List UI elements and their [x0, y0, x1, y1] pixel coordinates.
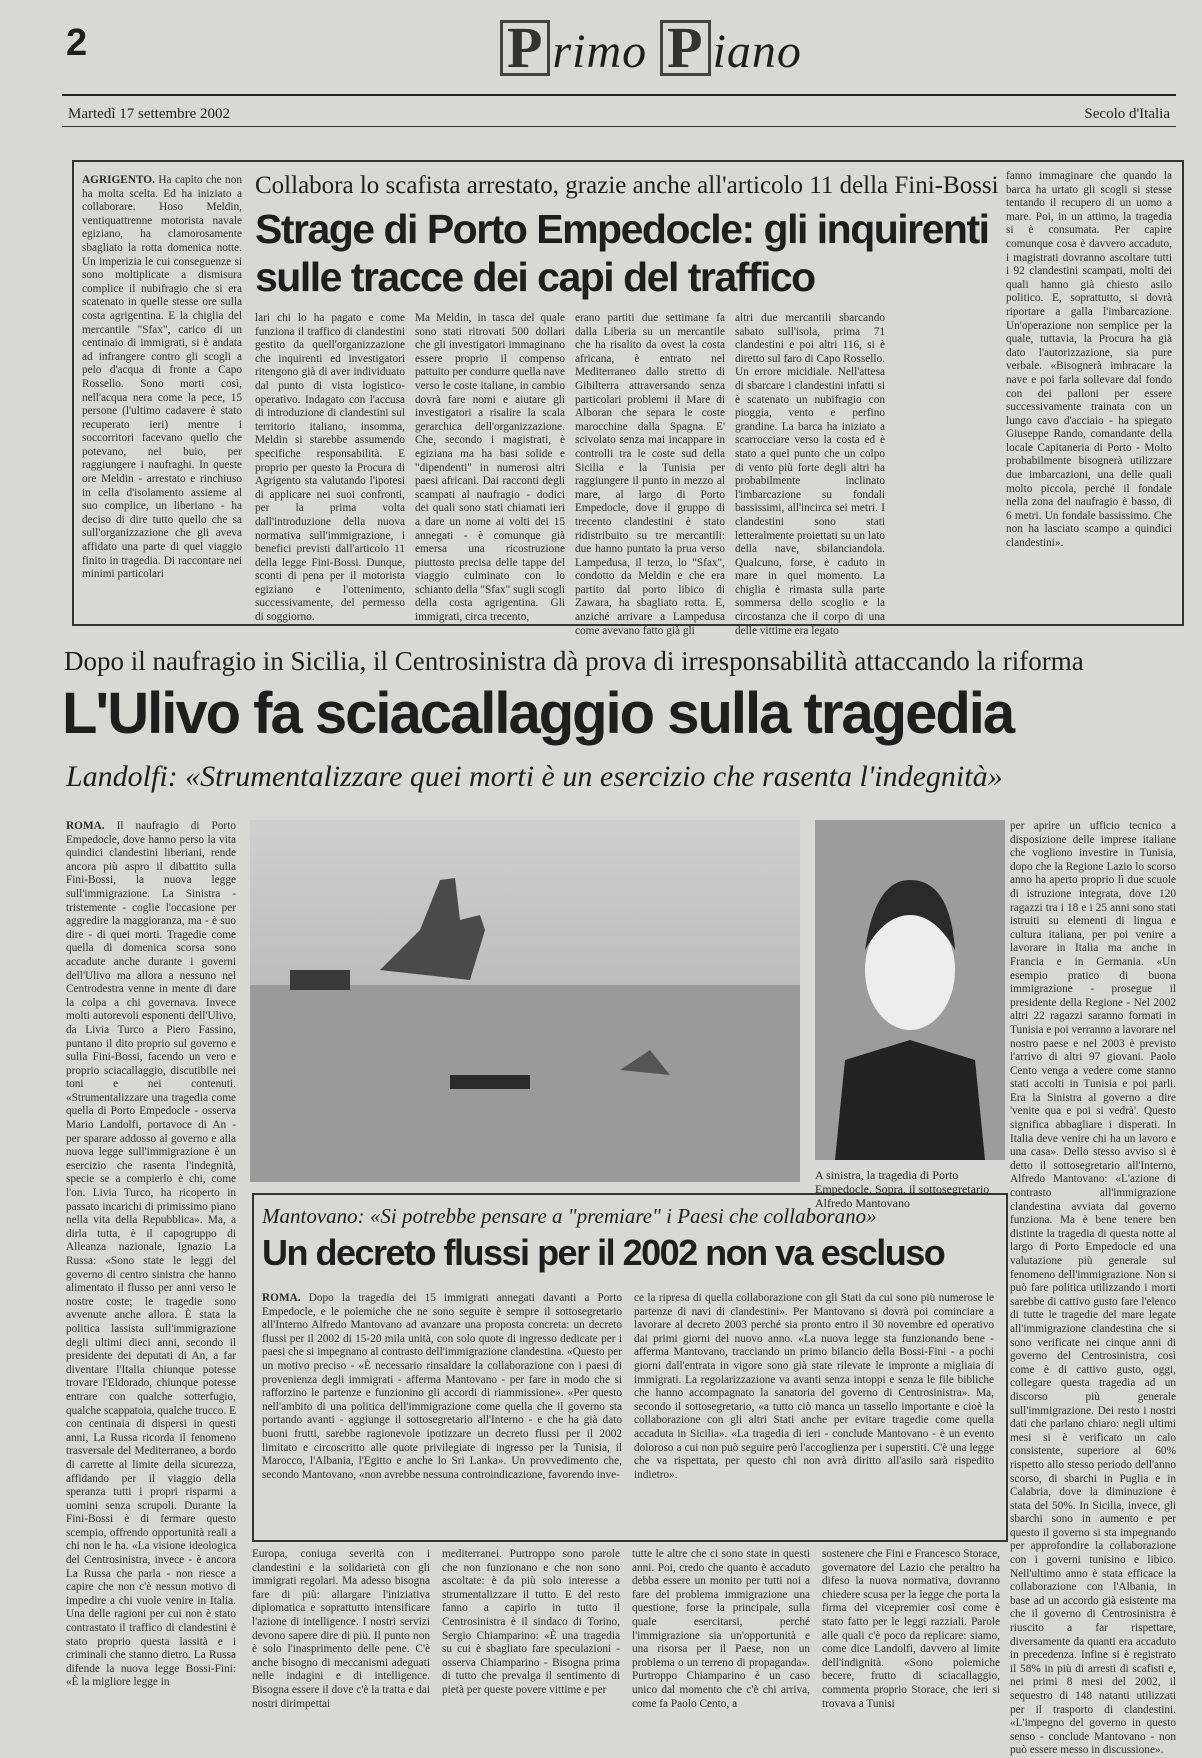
article2-dateline: ROMA. — [66, 820, 105, 832]
article1-kicker: Collabora lo scafista arrestato, grazie anche all'articolo 11 della Fini-Bossi — [255, 172, 999, 199]
shipwreck-scene — [250, 820, 800, 1182]
article1-col1-text: Ha capito che non ha molta scelta. Ed ha iniziato a collaborare. Hoso Meldin, ventiquattrenne motorista navale egiziano, ha clamorosamente sbagliato la rotta domenica notte. Un imperizia le cui conseguenze si sono moltiplicate a dismisura complice il nubifragio che si era scatenato in quelle stesse ore sulla costa agrigentina. E la chiglia del mercantile "Sfax", carico di un centinaio di immigrati, si è andata ad infrangere contro gli scogli a pelo d'acqua di fronte a Capo Rossello. Sono morti così, nell'acqua nera come la pece, 15 persone (l'ultimo cadavere è stato recuperato ieri) mentre i soccorritori facevano quello che potevano, nel buio, per raggiungere i naufraghi. In queste ore Meldin - arrestato e rinchiuso in cella d'isolamento assieme al suo complice, un liberiano - ha deciso di dire tutto quello che sa sull'organizzazione che gli aveva affidato una parte di quel viaggio finito in tragedia. Di raccontare nei minimi particolari — [82, 174, 242, 581]
article2-col1-text: Il naufragio di Porto Empedocle, dove hanno perso la vita quindici clandestini liberiani, rende ancora più aspro il dibattito sulla Fini-Bossi, la nuova legge sull'immigrazione. La Sinistra - tristemente - coglie l'occasione per aggredire la maggioranza, ma - è suo dire - di quei morti. Tragedie come quella di domenica scorsa sono accadute anche durante i governi dell'Ulivo ma allora a nessuno nel Centrodestra venne in mente di dare la colpa a chi governava. Invece molti autorevoli esponenti dell'Ulivo, da Livia Turco a Piero Fassino, puntano il dito proprio sul governo e sulla Fini-Bossi, facendo un vero e proprio sciacallaggio, discutibile nei toni e nei contenuti. «Strumentalizzare una tragedia come quella di Porto Empedocle - osserva Mario Landolfi, portavoce di An - per sparare addosso al governo e alla nuova legge sull'immigrazione è un esercizio che rasenta l'indegnità, specie se a compierlo è chi, come l'on. Livia Turco, ha ricoperto in passato incarichi di primissimo piano nella vita della Repubblica». Ma, a dirla tutta, è il capogruppo di Alleanza nazionale, Ignazio La Russa: «Sono state le leggi del governo di centro sinistra che hanno alimentato il flusso per anni verso le nostre coste; le tragedie sono avvenute anche allora. È stata la politica lassista sull'immigrazione degli ultimi dieci anni, secondo il presidente dei deputati di An, a far diventare l'Italia chiunque potesse trovare l'Eldorado, chiunque potesse entrare con qualche sotterfugio, qualche scappatoia, qualche trucco. E con centinaia di dispersi in questi anni, La Russa ricorda il fenomeno trasversale del Mediterraneo, a bordo di carrette al limite della sicurezza, affidando per il viaggio della speranza tutti i propri risparmi a uomini senza scrupoli. Durante la Fini-Bossi è di fermare questo scempio, offrendo opportunità reali a chi non le ha. «La visione ideologica del Centrosinistra, invece - è ancora La Russa che parla - non riesce a capire che non c'è nessun motivo di impedire a chi vuole venire in Italia. Una delle ragioni per cui non è stato contrastato il traffico di clandestini è stato proprio questa lassità e i criminali che stanno dietro. La Russa difende la nuova legge Bossi-Fini: «È la migliore legge in — [66, 820, 236, 1689]
article2-bottom-col2: mediterranei. Purtroppo sono parole che non funzionano e che non sono ascoltate: è da più solo interesse a strumentalizzare il tutto. E del resto fanno a capirlo in tutto il Centrosinistra è il sindaco di Torino, Sergio Chiamparino: «È una tragedia su cui è sbagliato fare speculazioni - osserva Chiamparino - Bisogna prima di tutto che prevalga il sentimento di pietà per queste povere vittime e per — [442, 1548, 620, 1696]
portrait — [815, 820, 1005, 1160]
article3-kicker: Mantovano: «Si potrebbe pensare a "premiare" i Paesi che collaborano» — [262, 1204, 877, 1228]
photo-caption: A sinistra, la tragedia di Porto Empedocle. Sopra, il sottosegretario Alfredo Mantovano — [815, 1168, 990, 1210]
article1-col3: Ma Meldin, in tasca del quale sono stati ritrovati 500 dollari che gli investigatori immaginano essere proprio il compenso pattuito per condurre quella nave verso le coste italiane, in cambio dovrà fare nomi e aiutare gli investigatori a risalire la scala gerarchica dell'organizzazione. Che, secondo i magistrati, è egiziana ma ha basi solide e "dipendenti" in numerosi altri paesi africani. Dai racconti degli scampati al naufragio - dodici dei quali sono stati chiamati ieri a dare un nome ai volti dei 15 annegati - è comunque già emersa una ricostruzione piuttosto precisa delle tappe del viaggio culminato con lo schianto della "Sfax" sugli scogli della costa agrigentina. Gli immigrati, circa trecento, — [415, 312, 565, 624]
article2-bottom-col1: Europa, coniuga severità con i clandestini e la solidarietà con gli immigrati regolari. Ma adesso bisogna fare di più: allargare l'iniziativa diplomatica e soprattutto intensificare l'azione di intelligence. I nostri servizi devono sapere dire di più. Il punto non è solo l'inasprimento delle pene. C'è anche bisogno di meccanismi adeguati nelle indagini e di intelligence. Bisogna essere il dove c'è la tratta e dai nostri dirimpettai — [252, 1548, 430, 1710]
article2-bottom-col4: sostenere che Fini e Francesco Storace, governatore del Lazio che peraltro ha difeso la nuova normativa, dovranno chiedere scusa per la legge che porta la firma del vicepremier così come è stato fatto per le leggi razziali. Parole alle quali c'è poco da replicare: siamo, come dice Landolfi, davvero al limite dell'indignità. «Sono polemiche becere, frutto di sciacallaggio, commenta proprio Storace, che ieri si trovava a Tunisi — [822, 1548, 1000, 1710]
article1-col1 — [82, 174, 242, 614]
header-rule-bottom — [62, 126, 1176, 127]
article2-headline: L'Ulivo fa sciacallaggio sulla tragedia — [62, 681, 1014, 746]
article2-subhead: Landolfi: «Strumentalizzare quei morti è un esercizio che rasenta l'indegnità» — [66, 760, 1003, 793]
issue-date: Martedì 17 settembre 2002 — [68, 106, 231, 122]
article2-col-right: per aprire un ufficio tecnico a disposizione delle imprese italiane che vogliono investire in Tunisia, dopo che la Regione Lazio lo scorso anno ha aperto proprio lì due scuole di istruzione integrata, dove 120 ragazzi tra i 18 e i 25 anni sono stati istruiti su elementi di lingua e cultura italiana, per poi venire a lavorare in Italia ma anche in Francia e in Germania. «Un esempio pratico di buona immigrazione - prosegue il presidente della Regione - Nel 2002 altri 22 ragazzi saranno formati in Tunisia e poi verranno a lavorare nel nostro paese e nel 2003 è previsto l'arrivo di altri 97 giovani. Paolo Cento venga a vedere come stanno stati accolti in Tunisia e poi parli. Era la Sinistra al governo a dire 'venite qua e poi si vedrà'. Questo significa abbagliare i disperati. In Italia deve venire chi ha un lavoro e una casa». Dello stesso avviso si è detto il sottosegretario all'Interno, Alfredo Mantovano: «L'azione di contrasto all'immigrazione clandestina avviata dal governo funziona. Ma è bene tenere ben distinte la tragedia di questa notte al largo di Porto Empedocle ed una valutazione più generale sul fenomeno dell'immigrazione. Non si può fare politica utilizzando i morti sarebbe di cattivo gusto fare l'elenco di tutte le tragedie del mare legate all'immigrazione clandestina che si sono verificate nei cinque anni di governo del Centrosinistra, così come è di cattivo gusto, oggi, collegare questa tragedia ad un discorso più generale sull'immigrazione. Dei resto i nostri dati che parlano chiaro: negli ultimi mesi si è verificato un calo consistente, superiore al 60% rispetto allo stesso periodo dell'anno scorso, di sbarchi in Puglia e in Calabria, dove la diminuzione è stata del 50%. In Sicilia, invece, gli sbarchi sono in aumento e per questo il governo si sta impegnando per approfondire la collaborazione con i governi tunisino e libico. Nell'ultimo anno è stata efficace la collaborazione con l'Albania, in base ad un accordo già esistente ma che il governo di Centrosinistra è riuscito a far rispettare, diversamente da quanti era accaduto in precedenza. Infine si è registrato il 58% in più di arresti di scafisti e, nei primi 8 mesi del 2002, il sequestro di 148 natanti utilizzati per il trasporto di clandestini. «L'impegno del governo in questo senso - conclude Mantovano - non può essere messo in discussione». — [1010, 820, 1176, 1757]
article3-col2: ce la ripresa di quella collaborazione con gli Stati da cui sono più numerose le partenze di navi di clandestini». Per Mantovano si dovrà poi cominciare a lavorare al decreto 2003 perché sia pronto entro il 30 novembre ed operativo dai primi giorni del nuovo anno. «La nuova legge sta funzionando bene - afferma Mantovano, tracciando un primo bilancio della Bossi-Fini - a pochi giorni dall'entrata in vigore sono già state rilevate le impronte a migliaia di immigrati. La regolarizzazione va avanti senza intoppi e senza le file bibliche che hanno accompagnato la sanatoria del governo di Centrosinistra». Ma, secondo il sottosegretario, «a tutto ciò manca un tassello importante e cioè la collaborazione con gli altri Stati anche per evitare tragedie come quella accaduta in Sicilia». «La tragedia di ieri - conclude Mantovano - è un evento doloroso a cui non può seguire però l'accoglienza per i superstiti. C'è una legge che va rispettata, per questo chi non avrà diritto all'asilo sarà rispedito indietro». — [634, 1292, 994, 1481]
page-number: 2 — [66, 22, 88, 64]
section-rest-1: rimo — [552, 25, 648, 78]
section-cap-2: P — [660, 20, 710, 76]
section-title — [500, 15, 802, 80]
article3-headline: Un decreto flussi per il 2002 non va escluso — [262, 1232, 945, 1273]
article3-dateline: ROMA. — [262, 1292, 301, 1304]
article1-headline-line2: sulle tracce dei capi del traffico — [255, 254, 815, 300]
photo-mantovano — [815, 820, 1005, 1160]
article2-col1 — [66, 820, 236, 1740]
photo-shipwreck — [250, 820, 800, 1182]
article1-headline — [255, 205, 989, 301]
article3-col1 — [262, 1292, 622, 1530]
article1-col5: altri due mercantili sbarcando sabato sull'isola, prima 71 clandestini e poi altri 116, si è diretto sul faro di Capo Rossello. Un errore micidiale. Nell'attesa di sbarcare i clandestini infatti si è scatenato un nubifragio con pioggia, vento e perfino grandine. La barca ha iniziato a scarrocciare verso la costa ed è stato a quel punto che un colpo di vento più forte degli altri ha probabilmente inclinato l'imbarcazione su fondali bassissimi, all'incirca sei metri. I clandestini sono stati letteralmente proiettati su un lato della nave, sbilanciandola. Qualcuno, forse, è caduto in mare in quel momento. La chiglia è rimasta sulla parte sommersa dello scoglio e la circostanza che il corpo di una delle vittime era legato — [735, 312, 885, 637]
article2-kicker: Dopo il naufragio in Sicilia, il Centrosinistra dà prova di irresponsabilità attaccando la riforma — [64, 646, 1084, 676]
header-rule — [62, 94, 1176, 96]
newspaper-name: Secolo d'Italia — [1084, 106, 1170, 122]
article2-bottom-col3: tutte le altre che ci sono state in questi anni. Poi, credo che quanto è accaduto debba essere un monito per tutti noi a fare del problema immigrazione una questione, forse la principale, sulla quale esercitarsi, perché l'immigrazione sia un'opportunità e una risorsa per il Paese, non un problema o un terreno di propaganda». Purtroppo Chiamparino è un caso unico dal momento che c'è chi arriva, come fa Paolo Cento, a — [632, 1548, 810, 1710]
section-rest-2: iano — [712, 25, 802, 78]
article1-dateline: AGRIGENTO. — [82, 174, 155, 186]
article1-col6: fanno immaginare che quando la barca ha urtato gli scogli si stesse tentando il recupero di un uomo a mare. Poi, in un attimo, la tragedia si è consumata. Per capire comunque cosa è davvero accaduto, i magistrati dovranno ascoltare tutti i 92 clandestini scampati, molti dei quali hanno già chiesto asilo politico. E, soprattutto, si dovrà riportare a galla l'imbarcazione. Un'operazione non semplice per la quale, tuttavia, la Procura ha già dato l'autorizzazione, sia pure verbale. «Bisognerà imbracare la nave e poi farla sollevare dal fondo con dei palloni per essere successivamente trainata con un lungo cavo d'acciaio - ha spiegato Giuseppe Rando, comandante della locale Capitaneria di Porto - Molto probabilmente bisognerà utilizzare due imbarcazioni, una delle quali molto piccola, perché il fondale nella zona del naufragio è basso, di 6 metri. Un fondale bassissimo. Che non ha lasciato scampo a quindici clandestini». — [1006, 170, 1172, 550]
section-cap-1: P — [500, 20, 550, 76]
article1-col2: lari chi lo ha pagato e come funziona il traffico di clandestini gestito da quell'organizzazione che inquirenti ed investigatori ritengono già di aver individuato dal punto di vista logistico-operativo. Indagato con l'accusa di introduzione di clandestini sul territorio italiano, insomma, Meldin si starebbe assumendo specifiche responsabilità. E proprio per questo la Procura di Agrigento sta valutando l'ipotesi di applicare nei suoi confronti, per la prima volta dall'introduzione della nuova normativa sull'immigrazione, i benefici previsti dall'articolo 11 della legge Fini-Bossi. Dunque, sconti di pena per il motorista egiziano e l'ottenimento, successivamente, del permesso di soggiorno. — [255, 312, 405, 624]
article1-col4: erano partiti due settimane fa dalla Liberia su un mercantile che ha risalito da ovest la costa africana, è entrato nel Mediterraneo dallo stretto di Gibilterra attraversando senza particolari problemi il Mare di Alboran che separa le coste marocchine dalla Spagna. E' scivolato senza mai incappare in controlli tra le coste sud della Sicilia e la Tunisia per raggiungere il punto in mezzo al mare, al largo di Porto Empedocle, dove il gruppo di trecento clandestini è stato ridistribuito su tre mercantili: due hanno puntato la prua verso Lampedusa, il terzo, lo "Sfax", condotto da Meldin e che era partito dal porto libico di Zawara, ha sbagliato rotta. E, anziché arrivare a Lampedusa come avevano fatto già gli — [575, 312, 725, 637]
article1-headline-line1: Strage di Porto Empedocle: gli inquirenti — [255, 206, 989, 252]
article3-col1-text: Dopo la tragedia dei 15 immigrati annegati davanti a Porto Empedocle, e le polemiche che ne sono seguite è sempre il sottosegretario all'Interno Alfredo Mantovano ad avanzare una proposta concreta: un decreto flussi per il 2002 di 15-20 mila unità, con solo quote di ingresso dedicate per i paesi che si impegnano al contrasto dell'immigrazione clandestina. «Questo per un motivo preciso - «È necessario rinsaldare la collaborazione con i paesi di provenienza degli immigrati - afferma Mantovano - per fare in modo che si rafforzino le partenze e funzionino gli accordi di riammissione». «Per questo nell'ambito di una politica dell'immigrazione come quella che il governo sta portando avanti - aggiunge il sottosegretario all'Interno - e che ha già dato buoni frutti, sarebbe ragionevole ipotizzare un decreto flussi per il 2002 limitato e circoscritto alle quote privilegiate di ingresso per la Tunisia, il Marocco, l'Albania, l'Egitto e anche lo Sri Lanka». Un provvedimento che, secondo Mantovano, «non avrebbe nessuna controindicazione, favorendo inve- — [262, 1292, 623, 1481]
